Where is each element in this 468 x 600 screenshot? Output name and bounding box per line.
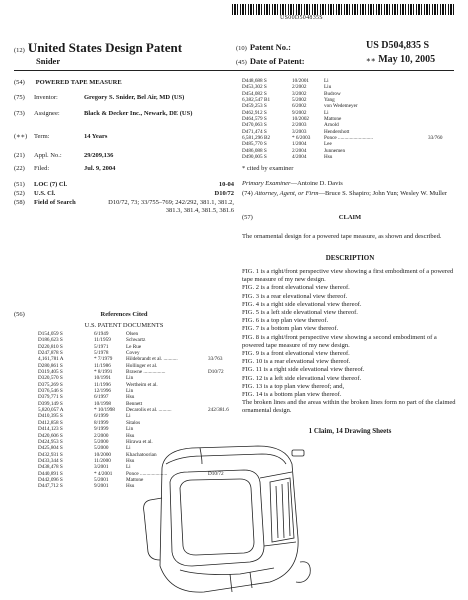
inventor-name: Gregory S. Snider, Bel Air, MD (US) xyxy=(84,94,185,101)
field-code: (54) xyxy=(14,79,25,86)
field-label: Filed: xyxy=(34,165,50,172)
us-class-value: D10/72 xyxy=(214,190,234,197)
field-code: (22) xyxy=(14,165,25,172)
ref-class: D10/72 xyxy=(208,470,224,477)
attorney-label: Attorney, Agent, or Firm xyxy=(254,190,319,197)
ref-number: D425,804 S xyxy=(38,445,63,452)
references-title: References Cited xyxy=(100,311,148,318)
ref-date: 12/1996 xyxy=(94,388,112,395)
ref-date: 2/2003 xyxy=(292,122,307,129)
ref-name: Decarolis et al. .......... xyxy=(126,407,172,414)
ref-number: 6,382,547 B1 xyxy=(242,97,271,104)
ref-number: D154,059 S xyxy=(38,331,63,337)
references-list-right xyxy=(242,78,458,160)
ref-number: D319,405 S xyxy=(38,369,63,376)
ref-date: 3/2002 xyxy=(292,90,307,97)
ref-date: 10/1998 xyxy=(94,400,112,407)
ref-name: Bennett xyxy=(126,400,143,407)
ref-date: 10/2002 xyxy=(292,116,310,123)
field-code: (21) xyxy=(14,152,25,159)
claims-summary: 1 Claim, 14 Drawing Sheets xyxy=(308,427,392,435)
ref-date: * 8/1991 xyxy=(94,369,113,376)
ref-number: 6,581,296 B2 xyxy=(242,135,271,142)
description-line: FIG. 5 is a left side elevational view thereof. xyxy=(242,309,358,317)
field-term xyxy=(14,133,234,141)
ref-date: 6/1997 xyxy=(94,394,109,401)
field-appl-no xyxy=(14,152,234,160)
date-marker: ∗∗ xyxy=(366,56,376,64)
cited-note: * cited by examiner xyxy=(242,165,294,172)
ref-date: 9/2002 xyxy=(292,109,307,116)
ref-name: Hirawa et al. xyxy=(126,438,153,445)
field-code: (∗∗) xyxy=(14,133,28,140)
ref-name: Khachatoorian xyxy=(126,451,157,458)
us-class xyxy=(14,190,234,198)
field-of-search xyxy=(14,199,234,215)
description-line: FIG. 9 is a front elevational view thereof. xyxy=(242,350,350,358)
ref-number: D399,149 S xyxy=(38,400,63,407)
ref-number: D424,953 S xyxy=(38,438,63,445)
ref-number: D453,302 S xyxy=(242,84,267,91)
patent-no-label: Patent No.: xyxy=(249,42,291,52)
ref-number: D375,269 S xyxy=(38,381,63,388)
assignee-name: Black & Decker Inc., Newark, DE (US) xyxy=(84,110,193,117)
ref-name: Olsen xyxy=(126,331,139,337)
description-line: FIG. 13 is a top plan view thereof; and, xyxy=(242,382,345,390)
ref-number: D447,712 S xyxy=(38,483,63,490)
ref-name: Schwartz xyxy=(126,337,146,344)
design-title: POWERED TAPE MEASURE xyxy=(35,79,122,86)
ref-number: D470,063 S xyxy=(242,122,267,129)
ref-name: von Wedemeyer xyxy=(324,103,358,110)
ref-class: 33/763 xyxy=(208,356,223,363)
ref-date: 1/2004 xyxy=(292,141,307,148)
ref-name: Wertheim et al. xyxy=(126,381,158,388)
title-code: (12) xyxy=(14,47,25,54)
field-label: Assignee: xyxy=(34,110,60,117)
ref-number: D485,770 S xyxy=(242,141,267,148)
ref-date: 5/2001 xyxy=(94,476,109,483)
ref-number: D433,344 S xyxy=(38,457,63,464)
ref-number: D440,891 S xyxy=(38,470,63,477)
ref-name: Li xyxy=(126,413,131,420)
description-line: FIG. 8 is a right/front perspective view showing a second embodiment of a powered tape measure of my new design. xyxy=(242,333,437,349)
field-code: (58) xyxy=(14,199,25,206)
ref-date: 2/2000 xyxy=(94,432,109,439)
reference-row xyxy=(242,154,458,160)
field-code: (75) xyxy=(14,94,25,101)
ref-name: Budrow xyxy=(324,90,341,97)
term-value: 14 Years xyxy=(84,133,108,140)
patent-date xyxy=(366,54,435,65)
ref-number: D412,858 S xyxy=(38,419,63,426)
ref-number: D442,096 S xyxy=(38,476,63,483)
filed-value: Jul. 9, 2004 xyxy=(84,165,116,172)
ref-number: D414,123 S xyxy=(38,426,63,433)
ref-date: * 7/1979 xyxy=(94,356,113,363)
tape-measure-drawing xyxy=(140,442,320,600)
field-assignee xyxy=(14,110,234,118)
ref-name: Li xyxy=(126,445,131,452)
appl-no-value: 29/209,136 xyxy=(84,152,114,159)
ref-name: Mattone xyxy=(126,476,144,483)
ref-name: Le Rue xyxy=(126,343,142,350)
loc-label: LOC (7) Cl. xyxy=(34,181,68,188)
loc-class xyxy=(14,181,234,189)
date-label: Date of Patent: xyxy=(249,56,305,66)
ref-number: D471,474 S xyxy=(242,128,267,135)
ref-date: 11/1959 xyxy=(94,337,111,344)
ref-class: 33/760 xyxy=(428,135,443,142)
ref-name: Hildebrandt et al. ........... xyxy=(126,356,178,363)
ref-date: 9/1999 xyxy=(94,426,109,433)
patent-no-code: (10) xyxy=(236,45,247,52)
ref-name: Li xyxy=(324,78,329,84)
ref-number: D247,878 S xyxy=(38,350,63,357)
ref-date: 10/1991 xyxy=(94,375,112,382)
ref-date: * 4/2001 xyxy=(94,470,113,477)
ref-class: 242/381.6 xyxy=(208,407,229,414)
ref-number: D486,088 S xyxy=(242,147,267,154)
ref-number: 5,820,057 A xyxy=(38,407,64,414)
description-line: FIG. 12 is a left side elevational view thereof. xyxy=(242,374,362,382)
description-line: FIG. 14 is a bottom plan view thereof. xyxy=(242,391,342,399)
ref-date: 10/2001 xyxy=(292,78,310,84)
ref-date: 5/2002 xyxy=(292,97,307,104)
ref-name: Arnold xyxy=(324,122,339,129)
claim-text: The ornamental design for a powered tape measure, as shown and described. xyxy=(242,233,442,240)
ref-date: 11/1986 xyxy=(94,362,111,369)
ref-date: 2/2002 xyxy=(292,84,307,91)
ref-name: Hsu xyxy=(126,394,135,401)
ref-date: 6/2002 xyxy=(292,103,307,110)
barcode xyxy=(232,4,456,15)
ref-number: D220,810 S xyxy=(38,343,63,350)
description-line: The broken lines and the areas within the broken lines form no part of the claimed ornamental design. xyxy=(242,399,456,415)
ref-name: Ponce ..................... xyxy=(126,470,168,477)
ref-number: D320,570 S xyxy=(38,375,63,382)
field-label: Inventor: xyxy=(34,94,58,101)
patent-number: US D504,835 S xyxy=(366,40,430,51)
ref-name: Sitalos xyxy=(126,419,141,426)
field-filed xyxy=(14,165,234,173)
ref-date: 9/2001 xyxy=(94,483,109,490)
loc-value: 10-04 xyxy=(218,181,234,188)
attorney-names: —Bruce S. Shapiro; John Yun; Wesley W. Muller xyxy=(318,190,448,197)
ref-date: 6/1949 xyxy=(94,331,109,337)
field-code: (73) xyxy=(14,110,25,117)
description-line: FIG. 6 is a top plan view thereof. xyxy=(242,317,329,325)
barcode-number: US00D504835S xyxy=(280,15,323,21)
ref-name: Hsu xyxy=(126,457,135,464)
ref-number: D448,688 S xyxy=(242,78,267,84)
ref-number: D186,623 S xyxy=(38,337,63,344)
references-heading xyxy=(14,311,234,319)
field-of-search-value: D10/72, 73; 33/755–769; 242/292, 381.1, 381.2, 381.3, 381.4, 381.5, 381.6 xyxy=(108,199,234,215)
ref-date: 3/2001 xyxy=(94,464,109,471)
ref-name: Brawne ................. xyxy=(126,369,166,376)
ref-number: D459,253 S xyxy=(242,103,267,110)
primary-examiner-label: Primary Examiner xyxy=(242,180,291,187)
ref-number: D376,546 S xyxy=(38,388,63,395)
field-code: (51) xyxy=(14,181,25,188)
ref-name: Lin xyxy=(126,375,134,382)
ref-date: 10/2000 xyxy=(94,451,112,458)
attorney xyxy=(242,190,458,198)
ref-number: D420,606 S xyxy=(38,432,63,439)
description-title: DESCRIPTION xyxy=(325,254,375,262)
field-label: Term: xyxy=(34,133,50,140)
claim-title: CLAIM xyxy=(338,214,362,221)
description-line: FIG. 2 is a front elevational view thereof. xyxy=(242,284,350,292)
ref-name: Junnemen xyxy=(324,147,346,154)
description-line: FIG. 4 is a right side elevational view thereof. xyxy=(242,300,362,308)
ref-name: Liu xyxy=(324,84,332,91)
ref-date: 2/2004 xyxy=(292,147,307,154)
field-title xyxy=(14,79,234,87)
field-label: Appl. No.: xyxy=(34,152,62,159)
ref-number: D280,861 S xyxy=(38,362,63,369)
patent-number-line xyxy=(236,42,458,52)
ref-name: Hsu xyxy=(126,483,135,490)
field-of-search-label: Field of Search xyxy=(34,199,76,206)
ref-name: Hsu xyxy=(324,154,333,161)
ref-name: Hsu xyxy=(126,432,135,439)
field-code: (57) xyxy=(242,214,253,221)
ref-name: Ponce ........................... xyxy=(324,135,373,142)
primary-examiner-name: —Antoine D. Davis xyxy=(290,180,343,187)
claim-heading xyxy=(242,214,458,222)
ref-date: 11/2000 xyxy=(94,457,111,464)
ref-name: Lin xyxy=(126,426,134,433)
ref-name: Yang xyxy=(324,97,335,104)
description-line: FIG. 10 is a rear elevational view thereof. xyxy=(242,358,351,366)
ref-name: Li xyxy=(324,109,329,116)
ref-name: Hendershott xyxy=(324,128,350,135)
ref-date: 5/1978 xyxy=(94,350,109,357)
ref-date: 4/2004 xyxy=(292,154,307,161)
ref-class: D10/72 xyxy=(208,369,224,376)
ref-name: Li xyxy=(126,464,131,471)
header-rule xyxy=(14,70,454,71)
description-line: FIG. 3 is a rear elevational view thereof. xyxy=(242,292,348,300)
date-value: May 10, 2005 xyxy=(378,54,436,65)
field-code: (56) xyxy=(14,311,25,318)
ref-date: 6/1999 xyxy=(94,413,109,420)
inventor-short: Snider xyxy=(36,56,61,66)
ref-name: Lee xyxy=(324,141,332,148)
description-line: FIG. 1 is a right/front perspective view showing a first embodiment of a powered tape measure of my new design. xyxy=(242,268,454,284)
field-code: (52) xyxy=(14,190,25,197)
ref-number: 4,161,781 A xyxy=(38,356,64,363)
ref-date: 3/2003 xyxy=(292,128,307,135)
patent-date-line xyxy=(236,56,458,66)
ref-number: D490,005 S xyxy=(242,154,267,161)
field-inventor xyxy=(14,94,234,102)
ref-date: * 6/2003 xyxy=(292,135,311,142)
ref-name: Lin xyxy=(126,388,134,395)
ref-number: D410,395 S xyxy=(38,413,63,420)
ref-date: 5/2000 xyxy=(94,438,109,445)
primary-examiner xyxy=(242,180,458,188)
ref-date: * 10/1998 xyxy=(94,407,115,414)
ref-name: Hollinger et al. xyxy=(126,362,158,369)
ref-name: Mattone xyxy=(324,116,342,123)
date-code: (45) xyxy=(236,59,247,66)
us-patent-docs-heading: U.S. PATENT DOCUMENTS xyxy=(84,322,164,329)
description-line: FIG. 11 is a right side elevational view thereof. xyxy=(242,366,365,374)
ref-date: 8/1999 xyxy=(94,419,109,426)
ref-number: D438,478 S xyxy=(38,464,63,471)
document-title xyxy=(14,40,182,56)
us-class-label: U.S. Cl. xyxy=(34,190,56,197)
description-body xyxy=(242,268,458,416)
ref-number: D379,771 S xyxy=(38,394,63,401)
ref-number: D464,579 S xyxy=(242,116,267,123)
ref-number: D432,931 S xyxy=(38,451,63,458)
ref-number: D462,912 S xyxy=(242,109,267,116)
ref-date: 11/1996 xyxy=(94,381,111,388)
ref-name: Covey xyxy=(126,350,140,357)
title-text: United States Design Patent xyxy=(27,40,183,55)
ref-number: D454,082 S xyxy=(242,90,267,97)
description-line: FIG. 7 is a bottom plan view thereof. xyxy=(242,325,339,333)
ref-date: 5/1971 xyxy=(94,343,109,350)
field-code: (74) xyxy=(242,190,253,197)
ref-date: 5/2000 xyxy=(94,445,109,452)
